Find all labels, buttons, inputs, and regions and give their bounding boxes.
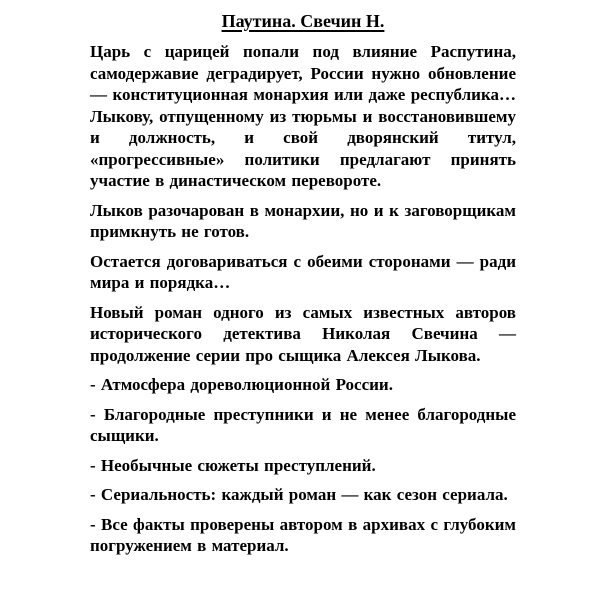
paragraph: Царь с царицей попали под влияние Распутина, самодержавие деградирует, России нужно обновление — конституционная монархия или даже республика… Лыкову, отпущенному из тюрьмы и восстановившему и должность, и свой дворянский титул, «прогрессивные» политики предлагают принять участие в династическом перевороте. xyxy=(90,42,516,190)
paragraph: - Необычные сюжеты преступлений. xyxy=(90,455,376,475)
paragraph: Остается договариваться с обеими сторонами — ради мира и порядка… xyxy=(90,251,516,292)
document-body xyxy=(90,41,516,557)
paragraph: - Атмосфера дореволюционной России. xyxy=(90,375,393,394)
paragraph: - Все факты проверены автором в архивах с глубоким погружением в материал. xyxy=(90,514,516,555)
paragraph: - Благородные преступники и не менее благородные сыщики. xyxy=(90,404,516,445)
paragraph: - Сериальность: каждый роман — как сезон сериала. xyxy=(90,485,508,504)
paragraph: Новый роман одного из самых известных авторов исторического детектива Николая Свечина — продолжение серии про сыщика Алексея Лыкова. xyxy=(90,302,516,365)
paragraph: Лыков разочарован в монархии, но и к заговорщикам примкнуть не готов. xyxy=(90,200,516,241)
document-title: Паутина. Свечин Н. xyxy=(221,11,385,31)
